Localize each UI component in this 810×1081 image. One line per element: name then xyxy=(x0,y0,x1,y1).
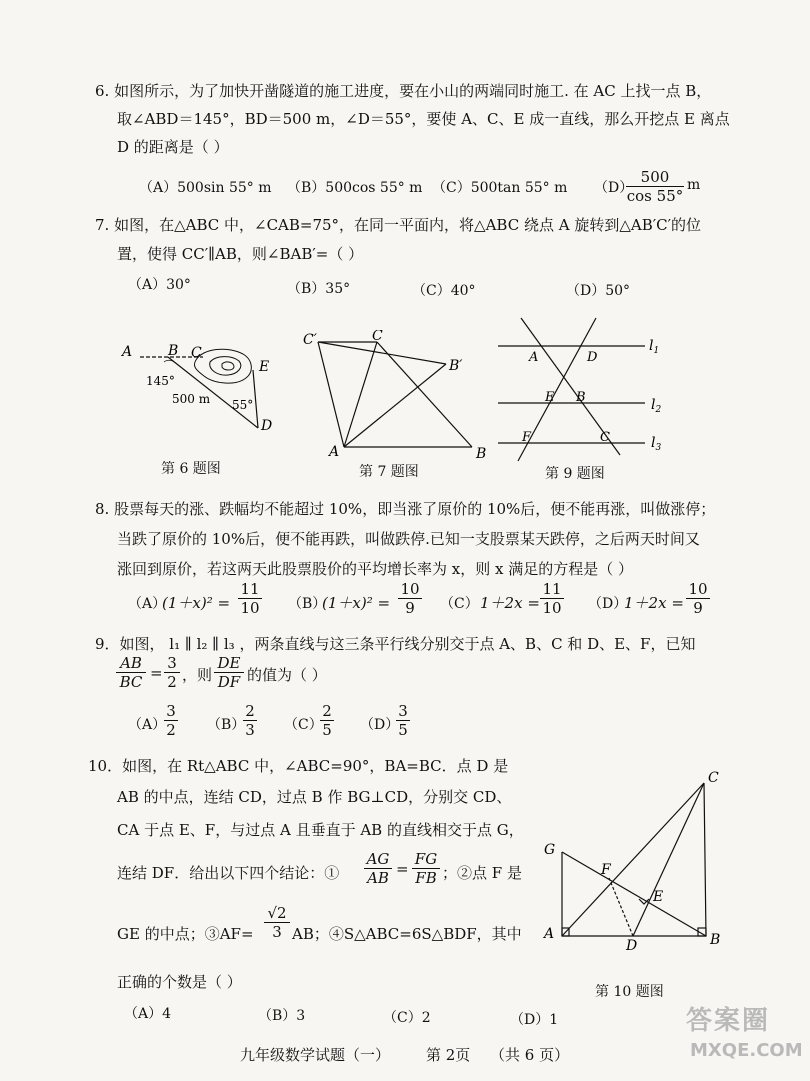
q10-option-c: （C）2 xyxy=(383,1010,431,1026)
q10-line6: 正确的个数是（ ） xyxy=(117,973,242,991)
fig10-line-bc xyxy=(704,783,706,936)
q9-equals: = xyxy=(150,664,163,682)
q9-frac1-den: BC xyxy=(119,673,143,691)
q8-option-d-fraction xyxy=(686,580,710,617)
fig7-label-c-prime: C′ xyxy=(303,332,317,348)
fig10-line-ac xyxy=(562,783,704,936)
fig10-line-dc xyxy=(633,783,704,936)
q6-option-d-label: （D） xyxy=(594,180,634,196)
fig9-label-f: F xyxy=(522,430,532,445)
q10-frac1-num: AG xyxy=(364,850,392,869)
q6-line3: D 的距离是（ ） xyxy=(117,138,229,156)
q7-option-d: （D）50° xyxy=(566,283,631,299)
fig10-label-f: F xyxy=(601,862,611,878)
q10-line5-pre: GE 的中点；③AF= xyxy=(117,925,254,943)
q6-option-c: （C）500tan 55° m xyxy=(432,180,568,196)
q10-frac3-den: 3 xyxy=(272,923,282,941)
fig10-caption: 第 10 题图 xyxy=(595,984,664,1000)
fig9-label-l2-sub: 2 xyxy=(655,405,662,415)
figure-9 xyxy=(488,315,673,465)
q10-option-d: （D）1 xyxy=(510,1012,559,1028)
q8-option-a-num: 11 xyxy=(238,580,262,599)
q6-option-d-fraction xyxy=(626,168,684,205)
fig6-hill-middle xyxy=(210,357,241,375)
fig7-label-a: A xyxy=(329,444,340,460)
q9-mid-text: ，则 xyxy=(182,666,213,684)
q8-option-c-fraction xyxy=(540,580,564,617)
q9-option-a-fraction xyxy=(164,702,178,739)
q7-line2: 置，使得 CC′∥AB，则∠BAB′=（ ） xyxy=(117,245,364,263)
q9-option-a-num: 3 xyxy=(164,702,178,721)
q9-fraction-de-df xyxy=(214,654,244,691)
q9-option-b-fraction xyxy=(243,702,257,739)
q9-fraction-3-2 xyxy=(164,654,180,691)
q6-option-d-num: 500 xyxy=(626,168,684,187)
q9-frac3-den: DF xyxy=(217,673,241,691)
q10-fraction-fg-fb xyxy=(412,850,440,887)
q6-option-d-unit: m xyxy=(687,177,701,193)
fig9-label-e: E xyxy=(545,390,555,405)
q9-frac2-den: 2 xyxy=(167,673,177,691)
fig10-label-b: B xyxy=(710,932,721,948)
q8-option-a-fraction xyxy=(238,580,262,617)
q9-frac3-num: DE xyxy=(214,654,244,673)
q9-option-d-den: 5 xyxy=(398,721,408,739)
q8-line2: 当跌了原价的 10%后，便不能再跌，叫做跌停.已知一支股票某天跌停，之后两天时间又 xyxy=(117,530,700,548)
q10-line1: 10．如图，在 Rt△ABC 中，∠ABC=90°，BA=BC．点 D 是 xyxy=(88,757,509,775)
fig7-label-b-prime: B′ xyxy=(449,358,463,374)
figure-7 xyxy=(296,330,496,462)
q9-line1: 9．如图， l₁ ∥ l₂ ∥ l₃ ，两条直线与这三条平行线分别交于点 A、B、C 和 D、E、F，已知 xyxy=(95,635,696,653)
q8-option-a-label: （A） xyxy=(128,596,167,612)
q9-option-a-den: 2 xyxy=(166,721,176,739)
q10-fraction-sqrt2-3 xyxy=(264,904,290,941)
q9-option-c-den: 5 xyxy=(322,721,332,739)
fig6-label-e: E xyxy=(259,359,270,375)
q6-option-b: （B）500cos 55° m xyxy=(287,180,423,196)
figure-10 xyxy=(538,768,738,953)
q9-option-d-label: （D） xyxy=(360,717,400,733)
q9-tail-text: 的值为（ ） xyxy=(247,666,327,684)
fig9-label-l1-main: l xyxy=(649,338,654,354)
q8-option-c-den: 10 xyxy=(542,599,562,617)
fig6-label-c: C xyxy=(191,345,202,361)
q10-frac3-num: √2 xyxy=(264,904,290,923)
fig9-label-l1-sub: 1 xyxy=(653,346,660,356)
q7-option-b: （B）35° xyxy=(287,281,351,297)
q9-option-b-den: 3 xyxy=(245,721,255,739)
fig9-label-b: B xyxy=(576,390,586,405)
q9-option-c-label: （C） xyxy=(284,717,323,733)
q9-option-a-label: （A） xyxy=(128,717,167,733)
q8-option-c-label: （C） xyxy=(440,596,479,612)
q9-option-c-num: 2 xyxy=(320,702,334,721)
fig6-label-angle-55: 55° xyxy=(232,398,254,412)
q10-line3: CA 于点 E、F，与过点 A 且垂直于 AB 的直线相交于点 G， xyxy=(117,821,524,839)
q9-option-c-fraction xyxy=(320,702,334,739)
q10-frac2-den: FB xyxy=(415,869,437,887)
q8-line3: 涨回到原价，若这两天此股票股价的平均增长率为 x，则 x 满足的方程是（ ） xyxy=(117,560,633,578)
q10-option-b: （B）3 xyxy=(258,1008,306,1024)
fig7-label-b: B xyxy=(476,446,487,462)
fig6-label-angle-145: 145° xyxy=(146,374,175,388)
fig9-label-l1 xyxy=(649,338,659,356)
q10-frac1-den: AB xyxy=(367,869,389,887)
q10-line2: AB 的中点，连结 CD，过点 B 作 BG⊥CD，分别交 CD、 xyxy=(117,788,512,806)
q8-option-a-den: 10 xyxy=(240,599,260,617)
fig10-label-d: D xyxy=(626,938,638,953)
q8-option-c-num: 11 xyxy=(540,580,564,599)
fig6-label-a: A xyxy=(122,344,133,360)
q7-line1: 7. 如图，在△ABC 中，∠CAB=75°，在同一平面内，将△ABC 绕点 A 旋转到△AB′C′的位 xyxy=(95,216,702,234)
fig9-label-d: D xyxy=(587,350,598,365)
q8-line1: 8. 股票每天的涨、跌幅均不能超过 10%，即当涨了原价的 10%后，便不能再涨，叫做涨停； xyxy=(95,500,716,518)
fig10-label-e: E xyxy=(653,889,664,905)
q9-option-b-label: （B） xyxy=(207,717,246,733)
q8-option-b-expr: (1＋x)² = xyxy=(322,594,391,612)
fig6-label-length-500: 500 m xyxy=(172,392,211,406)
figure-6 xyxy=(118,340,283,440)
fig9-label-l3-sub: 3 xyxy=(655,443,662,453)
fig6-hill-outer xyxy=(194,349,251,383)
fig10-label-a: A xyxy=(544,926,555,942)
q9-option-b-num: 2 xyxy=(243,702,257,721)
fig6-label-b: B xyxy=(168,343,179,359)
q6-option-d-den: cos 55° xyxy=(626,187,684,205)
q6-line2: 取∠ABD＝145°，BD＝500 m，∠D＝55°，要使 A、C、E 成一直线，那么开挖点 E 离点 xyxy=(117,110,730,128)
fig9-label-a: A xyxy=(529,350,539,365)
q8-option-b-den: 9 xyxy=(405,599,415,617)
fig7-line-ca xyxy=(344,342,377,447)
q9-option-d-num: 3 xyxy=(396,702,410,721)
q10-equals: = xyxy=(396,860,409,878)
fig9-label-c: C xyxy=(600,430,610,445)
footer-title: 九年级数学试题（一） xyxy=(240,1046,391,1064)
q9-frac1-num: AB xyxy=(116,654,146,673)
q8-option-a-expr: (1＋x)² = xyxy=(162,594,231,612)
fig7-line-c1b1 xyxy=(318,342,446,364)
q9-fraction-ab-bc xyxy=(116,654,146,691)
q9-option-d-fraction xyxy=(396,702,410,739)
fig9-label-l2 xyxy=(651,397,661,415)
fig6-hill-inner xyxy=(222,362,234,370)
q8-option-d-expr: 1＋2x = xyxy=(624,594,684,612)
fig10-line-gb xyxy=(562,852,706,936)
q8-option-d-label: （D） xyxy=(588,596,628,612)
q8-option-b-fraction xyxy=(398,580,422,617)
q8-option-d-den: 9 xyxy=(693,599,703,617)
q7-option-a: （A）30° xyxy=(128,277,191,293)
q10-line4-pre: 连结 DF．给出以下四个结论：① xyxy=(117,864,340,882)
fig7-line-ab1 xyxy=(344,364,446,447)
fig10-label-g: G xyxy=(544,842,556,858)
q6-line1: 6. 如图所示，为了加快开凿隧道的施工进度，要在小山的两端同时施工. 在 AC 上找一点 B， xyxy=(95,82,712,100)
fig9-label-l3-main: l xyxy=(651,435,656,451)
q10-option-a: （A）4 xyxy=(124,1006,172,1022)
watermark-logo-text: 答案圈 xyxy=(686,1006,771,1036)
footer-page: 第 2页 xyxy=(426,1046,471,1064)
q10-frac2-num: FG xyxy=(412,850,440,869)
q8-option-c-expr: 1＋2x = xyxy=(480,594,540,612)
fig7-line-c1a xyxy=(318,342,344,447)
watermark-url: MXQE.COM xyxy=(690,1040,803,1061)
fig10-label-c: C xyxy=(708,770,719,786)
fig7-caption: 第 7 题图 xyxy=(359,464,419,480)
q8-option-d-num: 10 xyxy=(686,580,710,599)
fig9-label-l2-main: l xyxy=(651,397,656,413)
q8-option-b-num: 10 xyxy=(398,580,422,599)
fig6-line-de xyxy=(253,370,258,428)
fig9-label-l3 xyxy=(651,435,661,453)
q7-option-c: （C）40° xyxy=(412,283,476,299)
q6-option-a: （A）500sin 55° m xyxy=(139,180,272,196)
q9-frac2-num: 3 xyxy=(164,654,180,673)
q10-line5-post: AB；④S△ABC=6S△BDF，其中 xyxy=(292,925,522,943)
q10-fraction-ag-ab xyxy=(364,850,392,887)
q8-option-b-label: （B） xyxy=(288,596,327,612)
q10-line4-post: ；②点 F 是 xyxy=(442,864,522,882)
fig9-caption: 第 9 题图 xyxy=(545,466,605,482)
fig6-caption: 第 6 题图 xyxy=(161,461,221,477)
fig7-label-c: C xyxy=(372,330,383,344)
fig6-label-d: D xyxy=(261,418,273,434)
footer-total: （共 6 页） xyxy=(490,1046,570,1064)
